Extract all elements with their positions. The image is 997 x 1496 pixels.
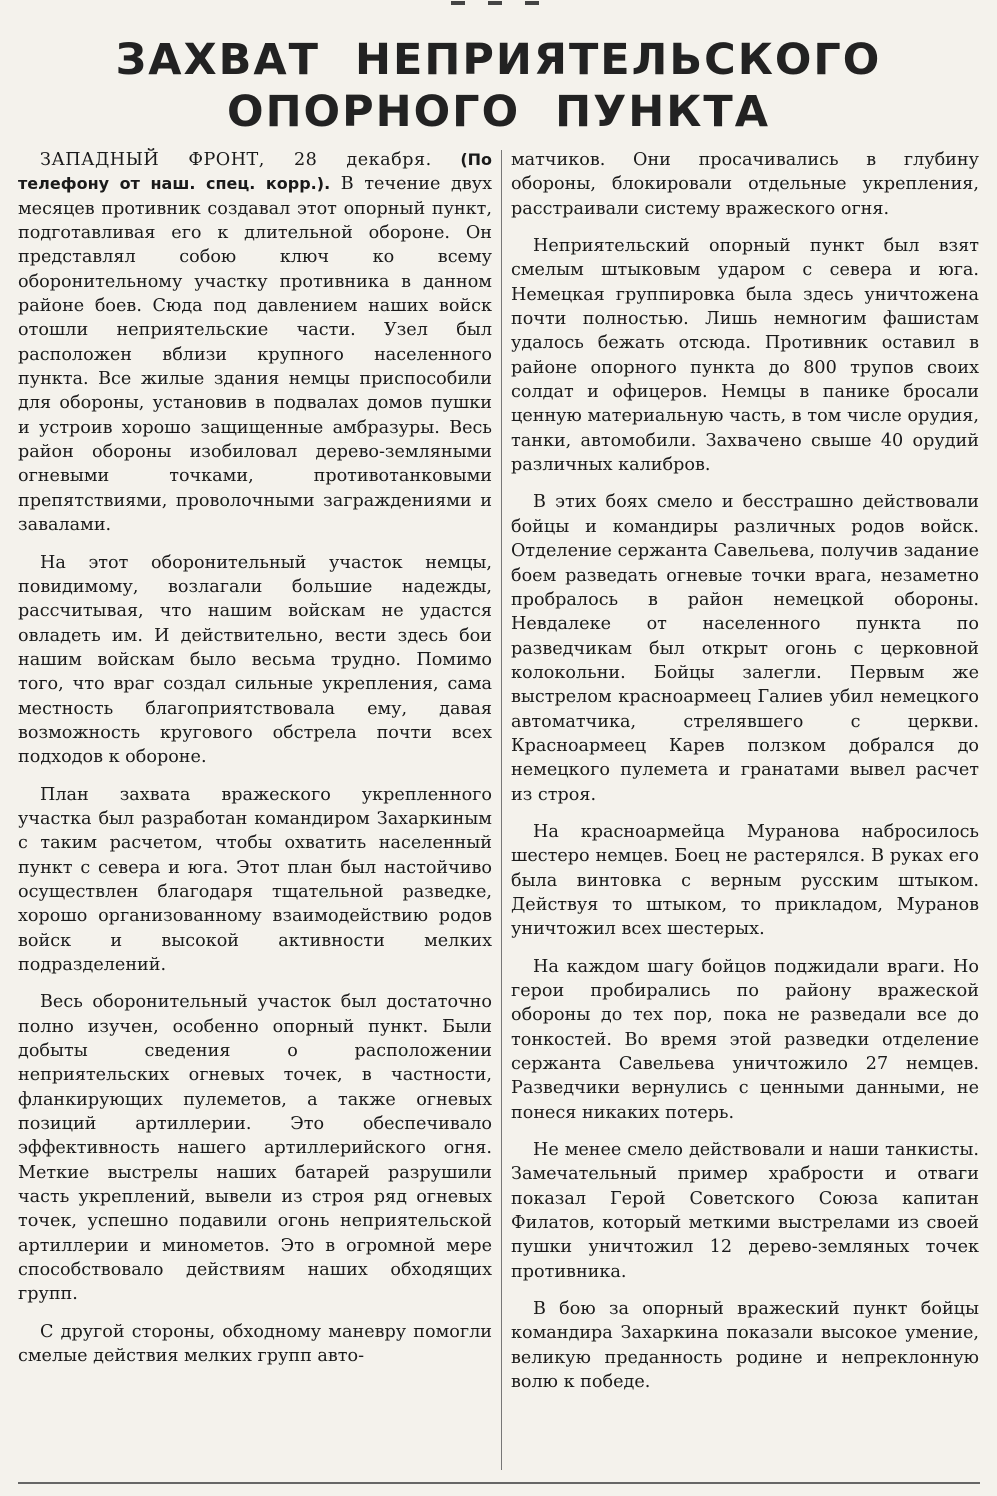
paragraph: В бою за опорный вражеский пункт бойцы командира Захаркина показали высокое умение, великую преданность родине и непреклонную волю к победе. <box>511 1299 979 1393</box>
paragraph: План захвата вражеского укрепленного участка был разработан командиром Захаркиным с таким расчетом, чтобы охватить населенный пункт с севера и юга. Этот план был настойчиво осуществлен благодаря тщательной разведке, хорошо организованному взаимодействию родов войск и высокой активности мелких подразделений. <box>18 784 492 975</box>
byline: (По телефону от наш. спец. корр.). <box>18 150 493 194</box>
paragraph: На каждом шагу бойцов поджидали враги. Но герои пробирались по району вражеской обороны до тех пор, пока не разведали все до тонкостей. Во время этой разведки отделение сержанта Савельева уничтожило 27 немцев. Разведчики вернулись с ценными данными, не понеся никаких потерь. <box>511 956 979 1123</box>
paragraph: С другой стороны, обходному маневру помогли смелые действия мелких групп авто- <box>18 1321 492 1367</box>
bottom-rule <box>18 1482 980 1484</box>
paragraph: Весь оборонительный участок был достаточно полно изучен, особенно опорный пункт. Были добыты сведения о расположении неприятельских огневых точек, в частности, фланкирующих пулеметов, а также огневых позиций артиллерии. Это обеспечивало эффективность нашего артиллерийского огня. Меткие выстрелы наших батарей разрушили часть укреплений, вывели из строя ряд огневых точек, успешно подавили огонь неприятельской артиллерии и минометов. Это в огромной мере способствовало действиям наших обходящих групп. <box>18 992 492 1305</box>
paragraph: Не менее смело действовали и наши танкисты. Замечательный пример храбрости и отваги показал Герой Советского Союза капитан Филатов, который меткими выстрелами из своей пушки уничтожил 12 дерево-земляных точек противника. <box>511 1140 979 1282</box>
paragraph: На этот оборонительный участок немцы, повидимому, возлагали большие надежды, рассчитывая, что нашим войскам не удастся овладеть им. И действительно, вести здесь бои нашим войскам было весьма трудно. Помимо того, что враг создал сильные укрепления, сама местность благоприятствовала ему, давая возможность кругового обстрела почти всех подходов к обороне. <box>18 552 492 768</box>
paragraph-text: В течение двух месяцев противник создавал этот опорный пункт, подготавливая его к длительной обороне. Он представлял собою ключ ко всему оборонительному участку противника в данном районе боев. Сюда под давлением наших войск отошли неприятельские части. Узел был расположен вблизи крупного населенного пункта. Все жилые здания немцы приспособили для обороны, установив в подвалах домов пушки и устроив хорошо защищенные амбразуры. Весь район обороны изобиловал дерево-земляными огневыми точками, противотанковыми препятствиями, проволочными заграждениями и завалами. <box>18 174 493 536</box>
paragraph: Неприятельский опорный пункт был взят смелым штыковым ударом с севера и юга. Немецкая группировка была здесь уничтожена почти полностью. Лишь немногим фашистам удалось бежать отсюда. Противник оставил в районе опорного пункта до 800 трупов своих солдат и офицеров. Немцы в панике бросали ценную материальную часть, в том числе орудия, танки, автомобили. Захвачено свыше 40 орудий различных калибров. <box>511 236 979 476</box>
paragraph: В этих боях смело и бесстрашно действовали бойцы и командиры различных родов войск. Отделение сержанта Савельева, получив задание боем разведать огневые точки врага, незаметно пробралось в район немецкой обороны. Невдалеке от населенного пункта по разведчикам был открыт огонь с церковной колокольни. Бойцы залегли. Первым же выстрелом красноармеец Галиев убил немецкого автоматчика, стрелявшего с церкви. Красноармеец Карев ползком добрался до немецкого пулемета и гранатами вывел расчет из строя. <box>511 492 979 805</box>
column-divider <box>501 150 502 1470</box>
right-column <box>511 148 979 1408</box>
dateline: ЗАПАДНЫЙ ФРОНТ, 28 декабря. <box>40 150 432 170</box>
headline-line-1: ЗАХВАТ НЕПРИЯТЕЛЬСКОГО <box>115 35 882 85</box>
paragraph <box>18 148 492 538</box>
headline-line-2: ОПОРНОГО ПУНКТА <box>227 87 770 137</box>
left-column <box>18 148 492 1382</box>
paragraph: На красноармейца Муранова набросилось шестеро немцев. Боец не растерялся. В руках его была винтовка с верным русским штыком. Действуя то штыком, то прикладом, Муранов уничтожил всех шестерых. <box>511 821 979 940</box>
paragraph-continuation: матчиков. Они просачивались в глубину обороны, блокировали отдельные укрепления, расстраивали систему вражеского огня. <box>511 150 979 219</box>
headline <box>0 34 997 138</box>
top-ornament <box>440 0 550 6</box>
